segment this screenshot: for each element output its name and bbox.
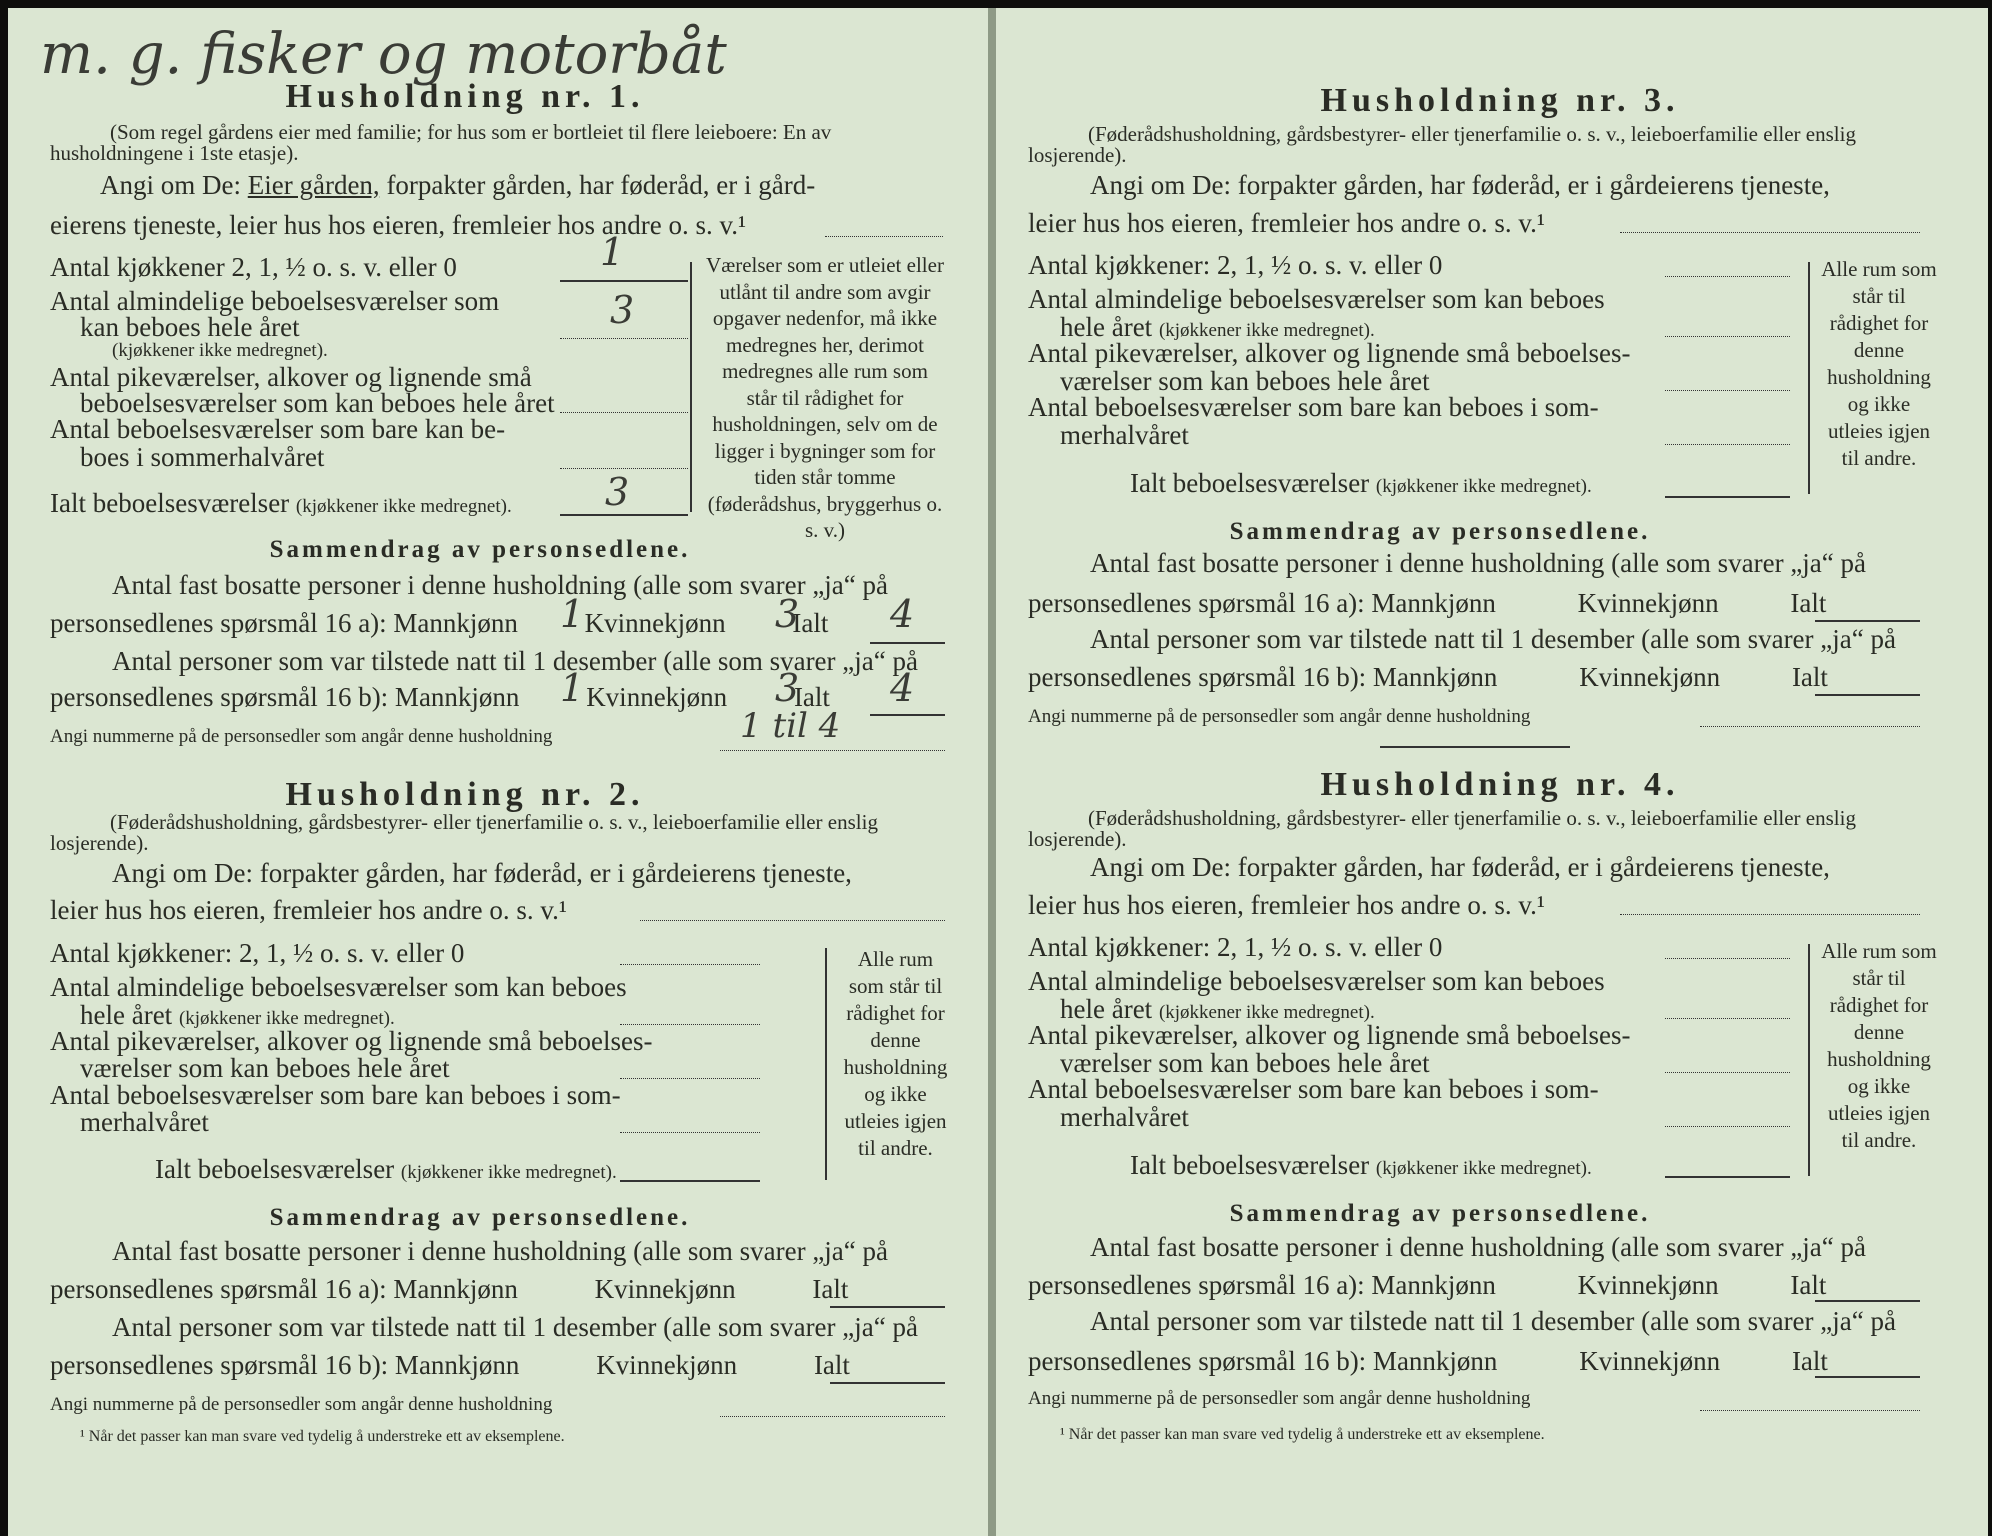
h2-title: Husholdning nr. 2. — [285, 776, 645, 813]
h2-q-small-a: Antal pikeværelser, alkover og lignende små beboelses- — [50, 1026, 653, 1056]
h3-q-small-a: Antal pikeværelser, alkover og lignende små beboelses- — [1028, 338, 1631, 368]
h3-q-rooms-b: hele året (kjøkkener ikke medregnet). — [1060, 312, 1375, 342]
h2-brace — [825, 948, 835, 1180]
h1-a-male: 1 — [560, 592, 585, 636]
h4-q-summer-a: Antal beboelsesværelser som bare kan beboes i som- — [1028, 1074, 1599, 1104]
h4-rooms-field[interactable] — [1665, 1018, 1790, 1019]
h1-nummer-value: 1 til 4 — [740, 706, 841, 746]
h4-q-rooms-a: Antal almindelige beboelsesværelser som kan beboes — [1028, 966, 1605, 996]
h1-summary-b-text: Antal personer som var tilstede natt til 1 desember (alle som svarer „ja“ på — [112, 646, 918, 676]
h3-q-small-b: værelser som kan beboes hele året — [1060, 366, 1430, 396]
h1-q-rooms-a: Antal almindelige beboelsesværelser som — [50, 286, 500, 316]
h1-q-summer-a: Antal beboelsesværelser som bare kan be- — [50, 414, 506, 444]
h4-q-kitchens: Antal kjøkkener: 2, 1, ½ o. s. v. eller 0 — [1028, 932, 1443, 962]
h1-a-total: 4 — [890, 592, 915, 636]
h1-total-label: Ialt beboelsesværelser (kjøkkener ikke medregnet). — [50, 488, 512, 518]
h1-nummer-label: Angi nummerne på de personsedler som angår denne husholdning — [50, 726, 553, 747]
h4-summary-b-text: Antal personer som var tilstede natt til 1 desember (alle som svarer „ja“ på — [1090, 1306, 1896, 1336]
h2-summary-a-line: personsedlenes spørsmål 16 a): Mannkjønn Kvinnekjønn Ialt — [50, 1274, 849, 1304]
right-footnote: ¹ Når det passer kan man svare ved tydelig å understreke ett av eksemplene. — [1060, 1426, 1545, 1443]
h2-q-summer-b: merhalvåret — [80, 1107, 209, 1137]
h4-angi-blank[interactable] — [1620, 914, 1920, 915]
h3-side-note: Alle rum som står til rådighet for denne husholdning og ikke utleies igjen til andre. — [1821, 257, 1937, 470]
h4-brace — [1808, 944, 1818, 1176]
h1-nummer-field[interactable] — [720, 750, 945, 751]
h1-b-female: 3 — [775, 666, 800, 710]
h1-summer-field[interactable] — [560, 468, 688, 469]
h3-summary-a-line: personsedlenes spørsmål 16 a): Mannkjønn Kvinnekjønn Ialt — [1028, 588, 1827, 618]
h3-b-total-line[interactable] — [1815, 694, 1920, 696]
h3-q-kitchens: Antal kjøkkener: 2, 1, ½ o. s. v. eller 0 — [1028, 250, 1443, 280]
h1-a-total-line — [870, 642, 945, 644]
h1-kitchens-field[interactable] — [560, 280, 688, 282]
h4-summary-b-line: personsedlenes spørsmål 16 b): Mannkjønn Kvinnekjønn Ialt — [1028, 1346, 1828, 1376]
h2-a-total-line[interactable] — [830, 1306, 945, 1308]
h3-rooms-field[interactable] — [1665, 336, 1790, 337]
h3-summary-a-text: Antal fast bosatte personer i denne husholdning (alle som svarer „ja“ på — [1090, 548, 1866, 578]
h2-summary-title: Sammendrag av personsedlene. — [269, 1204, 691, 1231]
h2-nummer-field[interactable] — [720, 1416, 945, 1417]
h1-q-small-b: beboelsesværelser som kan beboes hele året — [80, 388, 555, 418]
h1-angi-line2: eierens tjeneste, leier hus hos eieren, fremleier hos andre o. s. v.¹ — [50, 210, 747, 240]
h4-total-label: Ialt beboelsesværelser (kjøkkener ikke medregnet). — [1130, 1150, 1592, 1180]
h1-summary-a-text: Antal fast bosatte personer i denne husholdning (alle som svarer „ja“ på — [112, 570, 888, 600]
h3-q-summer-a: Antal beboelsesværelser som bare kan beboes i som- — [1028, 392, 1599, 422]
h2-total-label: Ialt beboelsesværelser (kjøkkener ikke medregnet). — [155, 1154, 617, 1184]
left-footnote: ¹ Når det passer kan man svare ved tydelig å understreke ett av eksemplene. — [80, 1428, 565, 1445]
h2-q-rooms-b: hele året (kjøkkener ikke medregnet). — [80, 1000, 395, 1030]
h2-q-kitchens: Antal kjøkkener: 2, 1, ½ o. s. v. eller 0 — [50, 938, 465, 968]
h1-summary-b-line: personsedlenes spørsmål 16 b): Mannkjønn Kvinnekjønn Ialt — [50, 682, 830, 712]
h3-title: Husholdning nr. 3. — [1320, 82, 1680, 119]
h3-kitchens-field[interactable] — [1665, 276, 1790, 277]
h4-b-total-line[interactable] — [1815, 1376, 1920, 1378]
h3-q-rooms-a: Antal almindelige beboelsesværelser som kan beboes — [1028, 284, 1605, 314]
handwritten-note: m. g. fisker og motorbåt — [40, 22, 727, 87]
h4-q-summer-b: merhalvåret — [1060, 1102, 1189, 1132]
page-fold — [988, 8, 996, 1536]
h3-nummer-field[interactable] — [1700, 726, 1920, 727]
h2-kitchens-field[interactable] — [620, 964, 760, 965]
h1-b-male: 1 — [560, 666, 585, 710]
h4-kitchens-field[interactable] — [1665, 958, 1790, 959]
h4-angi-line1: Angi om De: forpakter gården, har føderåd, er i gårdeierens tjeneste, — [1090, 852, 1830, 882]
h2-q-summer-a: Antal beboelsesværelser som bare kan beboes i som- — [50, 1080, 621, 1110]
h4-q-small-a: Antal pikeværelser, alkover og lignende små beboelses- — [1028, 1020, 1631, 1050]
h1-q-small-a: Antal pikeværelser, alkover og lignende små — [50, 362, 532, 392]
h3-summary-title: Sammendrag av personsedlene. — [1229, 518, 1651, 545]
h2-angi-line2: leier hus hos eieren, fremleier hos andre o. s. v.¹ — [50, 895, 567, 925]
h1-angi-line1: Angi om De: Eier gården, forpakter gården, har føderåd, er i gård- — [100, 170, 816, 200]
h1-summary-a-line: personsedlenes spørsmål 16 a): Mannkjønn Kvinnekjønn Ialt — [50, 608, 829, 638]
h1-small-field[interactable] — [560, 412, 688, 413]
h1-summary-title: Sammendrag av personsedlene. — [269, 536, 691, 563]
h4-angi-line2: leier hus hos eieren, fremleier hos andre o. s. v.¹ — [1028, 890, 1545, 920]
h3-summer-field[interactable] — [1665, 444, 1790, 445]
h4-summary-title: Sammendrag av personsedlene. — [1229, 1200, 1651, 1227]
h1-rooms-field[interactable] — [560, 338, 688, 339]
h1-rooms-value: 3 — [610, 288, 635, 332]
h4-title: Husholdning nr. 4. — [1320, 766, 1680, 803]
h1-q-rooms-c: (kjøkkener ikke medregnet). — [112, 340, 328, 361]
h1-q-rooms-b: kan beboes hele året — [80, 312, 300, 342]
h2-small-field[interactable] — [620, 1078, 760, 1079]
h3-note: (Føderådshusholdning, gårdsbestyrer- eller tjenerfamilie o. s. v., leieboerfamilie eller enslig losjerende). — [1028, 122, 1856, 167]
h2-side-note: Alle rum som står til rådighet for denne husholdning og ikke utleies igjen til andre. — [843, 947, 948, 1160]
h2-q-small-b: værelser som kan beboes hele året — [80, 1053, 450, 1083]
h1-b-total-line — [870, 714, 945, 716]
h3-summary-b-line: personsedlenes spørsmål 16 b): Mannkjønn Kvinnekjønn Ialt — [1028, 662, 1828, 692]
h1-note: (Som regel gårdens eier med familie; for hus som er bortleiet til flere leieboere: En av husholdningene i 1ste etasje). — [50, 120, 832, 165]
h3-separator — [1380, 746, 1570, 748]
h3-a-total-line[interactable] — [1815, 620, 1920, 622]
h4-note: (Føderådshusholdning, gårdsbestyrer- eller tjenerfamilie o. s. v., leieboerfamilie eller enslig losjerende). — [1028, 806, 1856, 851]
h1-angi-blank[interactable] — [825, 236, 943, 237]
h4-nummer-field[interactable] — [1700, 1410, 1920, 1411]
h4-a-total-line[interactable] — [1815, 1300, 1920, 1302]
h2-nummer-label: Angi nummerne på de personsedler som angår denne husholdning — [50, 1394, 553, 1415]
h1-kitchens-value: 1 — [600, 230, 625, 274]
h2-q-rooms-a: Antal almindelige beboelsesværelser som kan beboes — [50, 972, 627, 1002]
h2-b-total-line[interactable] — [830, 1382, 945, 1384]
h3-angi-blank[interactable] — [1620, 232, 1920, 233]
h2-rooms-field[interactable] — [620, 1024, 760, 1025]
h4-nummer-label: Angi nummerne på de personsedler som angår denne husholdning — [1028, 1388, 1531, 1409]
h1-q-summer-b: boes i sommerhalvåret — [80, 442, 325, 472]
h2-summary-a-text: Antal fast bosatte personer i denne husholdning (alle som svarer „ja“ på — [112, 1236, 888, 1266]
h2-total-field[interactable] — [620, 1180, 760, 1182]
h4-total-field[interactable] — [1665, 1176, 1790, 1178]
h3-angi-line2: leier hus hos eieren, fremleier hos andre o. s. v.¹ — [1028, 208, 1545, 238]
h1-total-value: 3 — [605, 470, 630, 514]
h3-angi-line1: Angi om De: forpakter gården, har føderåd, er i gårdeierens tjeneste, — [1090, 170, 1830, 200]
h2-note: (Føderådshusholdning, gårdsbestyrer- eller tjenerfamilie o. s. v., leieboerfamilie eller enslig losjerende). — [50, 810, 878, 855]
h3-small-field[interactable] — [1665, 390, 1790, 391]
h3-summary-b-text: Antal personer som var tilstede natt til 1 desember (alle som svarer „ja“ på — [1090, 624, 1896, 654]
h1-side-note: Værelser som er utleiet eller utlånt til andre som avgir opgaver nedenfor, må ikke medregnes her, derimot medregnes alle rum som står til rådighet for husholdningen, selv om de ligger i bygninger som for tiden står tomme (føderådshus, bryggerhus o. s. v.) — [706, 253, 944, 542]
h4-summer-field[interactable] — [1665, 1126, 1790, 1127]
h3-nummer-label: Angi nummerne på de personsedler som angår denne husholdning — [1028, 706, 1531, 727]
h4-side-note: Alle rum som står til rådighet for denne husholdning og ikke utleies igjen til andre. — [1821, 939, 1937, 1152]
h4-q-rooms-b: hele året (kjøkkener ikke medregnet). — [1060, 994, 1375, 1024]
h3-total-label: Ialt beboelsesværelser (kjøkkener ikke medregnet). — [1130, 468, 1592, 498]
h4-summary-a-line: personsedlenes spørsmål 16 a): Mannkjønn Kvinnekjønn Ialt — [1028, 1270, 1827, 1300]
h2-summary-b-text: Antal personer som var tilstede natt til 1 desember (alle som svarer „ja“ på — [112, 1312, 918, 1342]
h2-summary-b-line: personsedlenes spørsmål 16 b): Mannkjønn Kvinnekjønn Ialt — [50, 1350, 850, 1380]
h1-owner-underlined: Eier gården, — [247, 170, 380, 200]
h2-summer-field[interactable] — [620, 1132, 760, 1133]
h2-angi-line1: Angi om De: forpakter gården, har føderåd, er i gårdeierens tjeneste, — [112, 858, 852, 888]
h4-small-field[interactable] — [1665, 1072, 1790, 1073]
h1-b-total: 4 — [890, 666, 915, 710]
h2-angi-blank[interactable] — [640, 920, 945, 921]
h1-total-field[interactable] — [560, 514, 688, 516]
h3-total-field[interactable] — [1665, 496, 1790, 498]
h1-q-kitchens: Antal kjøkkener 2, 1, ½ o. s. v. eller 0 — [50, 252, 457, 282]
h4-q-small-b: værelser som kan beboes hele året — [1060, 1048, 1430, 1078]
h3-brace — [1808, 262, 1818, 494]
h3-q-summer-b: merhalvåret — [1060, 420, 1189, 450]
h4-summary-a-text: Antal fast bosatte personer i denne husholdning (alle som svarer „ja“ på — [1090, 1232, 1866, 1262]
h1-brace — [690, 262, 700, 512]
h1-a-female: 3 — [775, 592, 800, 636]
h1-title: Husholdning nr. 1. — [285, 78, 645, 115]
